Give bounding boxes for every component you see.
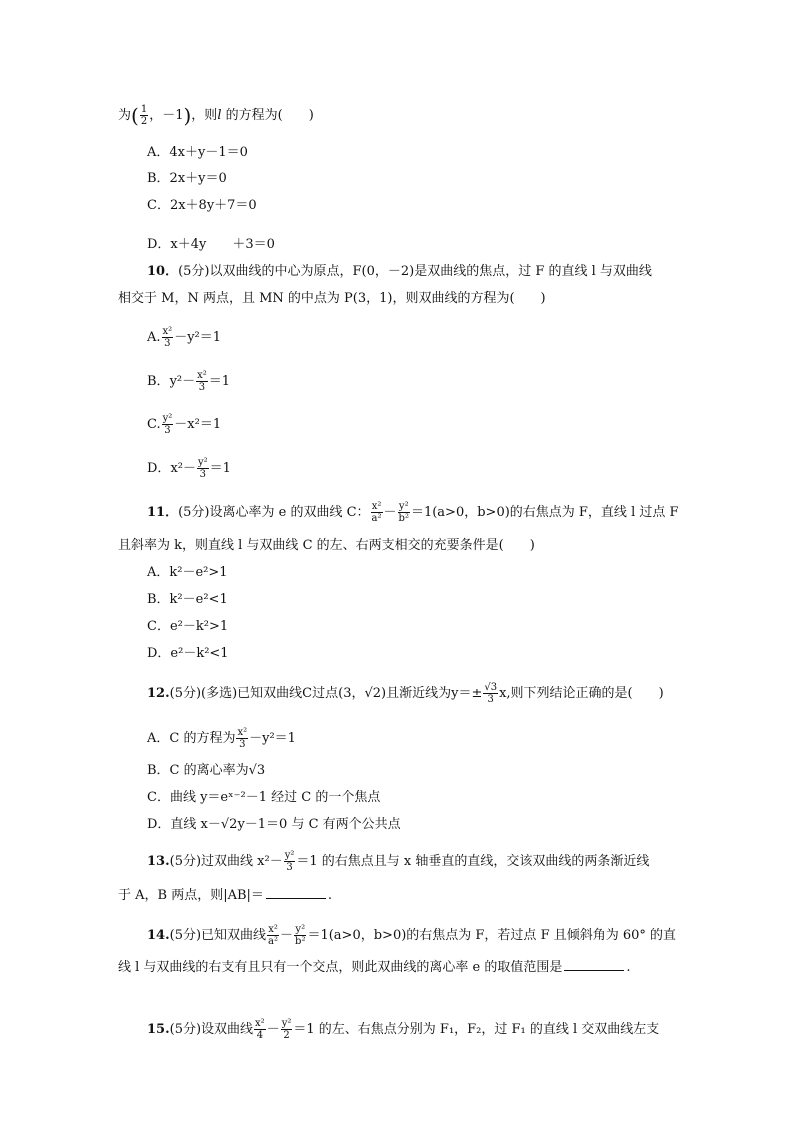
answer-blank[interactable]: [564, 960, 624, 971]
frac-num: x²: [371, 501, 382, 512]
q12-pre: (5分)(多选)已知双曲线C过点(3，√2)且渐近线为y＝±: [169, 686, 483, 701]
q9-point-y: ，－1: [149, 108, 184, 123]
fraction-y2-over-3: [197, 457, 209, 480]
q9-prefix: 为: [118, 108, 132, 123]
frac-den: a²: [268, 936, 279, 947]
question-number: 12.: [147, 686, 170, 701]
q9-option-a: A．4x＋y－1＝0: [147, 145, 248, 160]
q11-option-a: A．k²－e²>1: [147, 565, 228, 580]
q10-option-c: [147, 413, 221, 436]
fraction-y2-over-3: [284, 850, 296, 873]
fraction-y2-over-b2: [398, 501, 410, 524]
paren-right: ): [183, 103, 192, 128]
option-letter: A.: [147, 330, 161, 345]
frac-num: y²: [398, 501, 409, 512]
frac-den: b²: [398, 513, 409, 524]
fraction-half: [140, 104, 148, 127]
var-l: l: [217, 108, 222, 123]
frac-den: b²: [295, 936, 306, 947]
frac-den: 3: [164, 338, 171, 349]
frac-den: a²: [371, 513, 382, 524]
minus-sign: －: [266, 1022, 280, 1037]
q9-suffix: ，则: [191, 108, 218, 123]
q13-line2: 于 A，B 两点，则|AB|＝: [118, 888, 264, 903]
q11-pre: (5分)设离心率为 e 的双曲线 C：: [178, 505, 370, 520]
frac-num: y²: [295, 924, 306, 935]
fraction-x2-over-3: [196, 370, 208, 393]
q10-c-rest: －x²＝1: [174, 417, 222, 432]
q15-pre: (5分)设双曲线: [169, 1022, 254, 1037]
frac-den: 3: [239, 739, 246, 750]
q10-stem-line2: 相交于 M，N 两点，且 MN 的中点为 P(3，1)，则双曲线的方程为( ): [118, 291, 546, 306]
q10-b-rest: ＝1: [208, 374, 231, 389]
q11-post: ＝1(a>0，b>0)的右焦点为 F，直线 l 过点 F: [410, 505, 679, 520]
q10-stem-line1: [147, 262, 652, 282]
fraction-y2-over-3: [162, 413, 174, 436]
option-letter: B．: [147, 374, 170, 389]
q14-stem-line1: [147, 924, 676, 947]
minus-sign: －: [280, 928, 294, 943]
q11-stem-line1: [147, 501, 679, 524]
q11-option-d: D．e²－k²<1: [147, 646, 229, 661]
q15-post: ＝1 的左、右焦点分别为 F₁，F₂，过 F₁ 的直线 l 交双曲线左支: [293, 1022, 660, 1037]
q11-option-b: B．k²－e²<1: [147, 592, 228, 607]
frac-num: x²: [237, 727, 248, 738]
minus-sign: －: [383, 505, 397, 520]
q9-option-b: B．2x＋y＝0: [147, 171, 227, 186]
question-number: 10．: [147, 264, 179, 279]
frac-num: y²: [197, 457, 208, 468]
q12-option-b: B．C 的离心率为√3: [147, 763, 266, 778]
frac-num: y²: [284, 850, 295, 861]
fraction-x2-over-4: [254, 1018, 266, 1041]
q10-d-rest: ＝1: [209, 461, 231, 476]
q12-option-c: C．曲线 y＝eˣ⁻²－1 经过 C 的一个焦点: [147, 790, 381, 805]
frac-num: y²: [162, 413, 173, 424]
frac-den: 4: [256, 1030, 264, 1041]
question-number: 11．: [147, 505, 179, 520]
fraction-x2-over-a2: [267, 924, 279, 947]
answer-blank[interactable]: [266, 888, 326, 899]
q9-end: ): [282, 108, 314, 123]
q9-option-d: D．x＋4y ＋3＝0: [147, 237, 275, 252]
frac-num: y²: [281, 1018, 292, 1029]
q11-option-c: C．e²－k²>1: [147, 619, 229, 634]
option-letter: C.: [147, 417, 161, 432]
fraction-y2-over-2: [281, 1018, 293, 1041]
frac-den: 3: [198, 382, 206, 393]
question-number: 15.: [147, 1022, 170, 1037]
frac-den: 3: [199, 469, 206, 480]
paren-left: (: [131, 103, 139, 128]
q14-line2: 线 l 与双曲线的右支有且只有一个交点，则此双曲线的离心率 e 的取值范围是: [118, 960, 563, 975]
q10-option-d: [147, 457, 231, 480]
q14-end: .: [626, 960, 631, 975]
fraction-y2-over-b2: [294, 924, 306, 947]
q10-b-lead: y²－: [169, 374, 196, 389]
q12-option-a: [147, 727, 296, 750]
frac-den: 3: [487, 694, 494, 705]
q10-option-a: [147, 326, 221, 349]
q9-stem-tail: [118, 104, 314, 127]
fraction-x2-over-a2: [371, 501, 383, 524]
q12-stem: [147, 682, 664, 705]
q12-post: x,则下列结论正确的是( ): [499, 686, 664, 701]
q15-stem-line1: [147, 1018, 659, 1041]
q12-option-d: D．直线 x－√2y－1＝0 与 C 有两个公共点: [147, 817, 401, 832]
q13-post: ＝1 的右焦点且与 x 轴垂直的直线，交该双曲线的两条渐近线: [296, 854, 650, 869]
question-number: 14.: [147, 928, 170, 943]
q12-a-post: －y²＝1: [249, 731, 296, 746]
q10-option-b: [147, 370, 230, 393]
q14-stem-line2: [118, 958, 631, 978]
frac-den: 3: [286, 862, 293, 873]
q14-pre: (5分)已知双曲线: [169, 928, 267, 943]
frac-num: x²: [268, 924, 278, 935]
frac-num: x²: [162, 326, 173, 337]
frac-den: 2: [140, 116, 148, 127]
fraction-sqrt3-over-3: [483, 682, 498, 705]
frac-den: 3: [164, 425, 171, 436]
frac-den: 2: [283, 1030, 290, 1041]
q10-d-lead: x²－: [170, 461, 196, 476]
q12-a-pre: A．C 的方程为: [147, 731, 236, 746]
q14-post: ＝1(a>0，b>0)的右焦点为 F，若过点 F 且倾斜角为 60° 的直: [307, 928, 677, 943]
question-number: 13.: [147, 854, 170, 869]
fraction-x2-over-3: [162, 326, 174, 349]
fraction-x2-over-3: [236, 727, 248, 750]
frac-num: √3: [484, 682, 498, 693]
q13-stem-line1: [147, 850, 649, 873]
q10-text-1: (5分)以双曲线的中心为原点，F(0，－2)是双曲线的焦点，过 F 的直线 l 与双曲线: [178, 264, 652, 279]
q13-end: .: [327, 888, 333, 903]
q11-stem-line2: 且斜率为 k，则直线 l 与双曲线 C 的左、右两支相交的充要条件是( ): [118, 538, 535, 553]
frac-num: 1: [140, 104, 148, 115]
q9-option-c: C．2x＋8y＋7＝0: [147, 198, 257, 213]
q9-mid: 的方程为(: [221, 108, 283, 123]
q13-pre: (5分)过双曲线 x²－: [169, 854, 283, 869]
q10-a-rest: －y²＝1: [174, 330, 222, 345]
option-letter: D．: [147, 461, 171, 476]
frac-num: x²: [197, 370, 207, 381]
q13-stem-line2: [118, 886, 332, 906]
frac-num: x²: [255, 1018, 265, 1029]
